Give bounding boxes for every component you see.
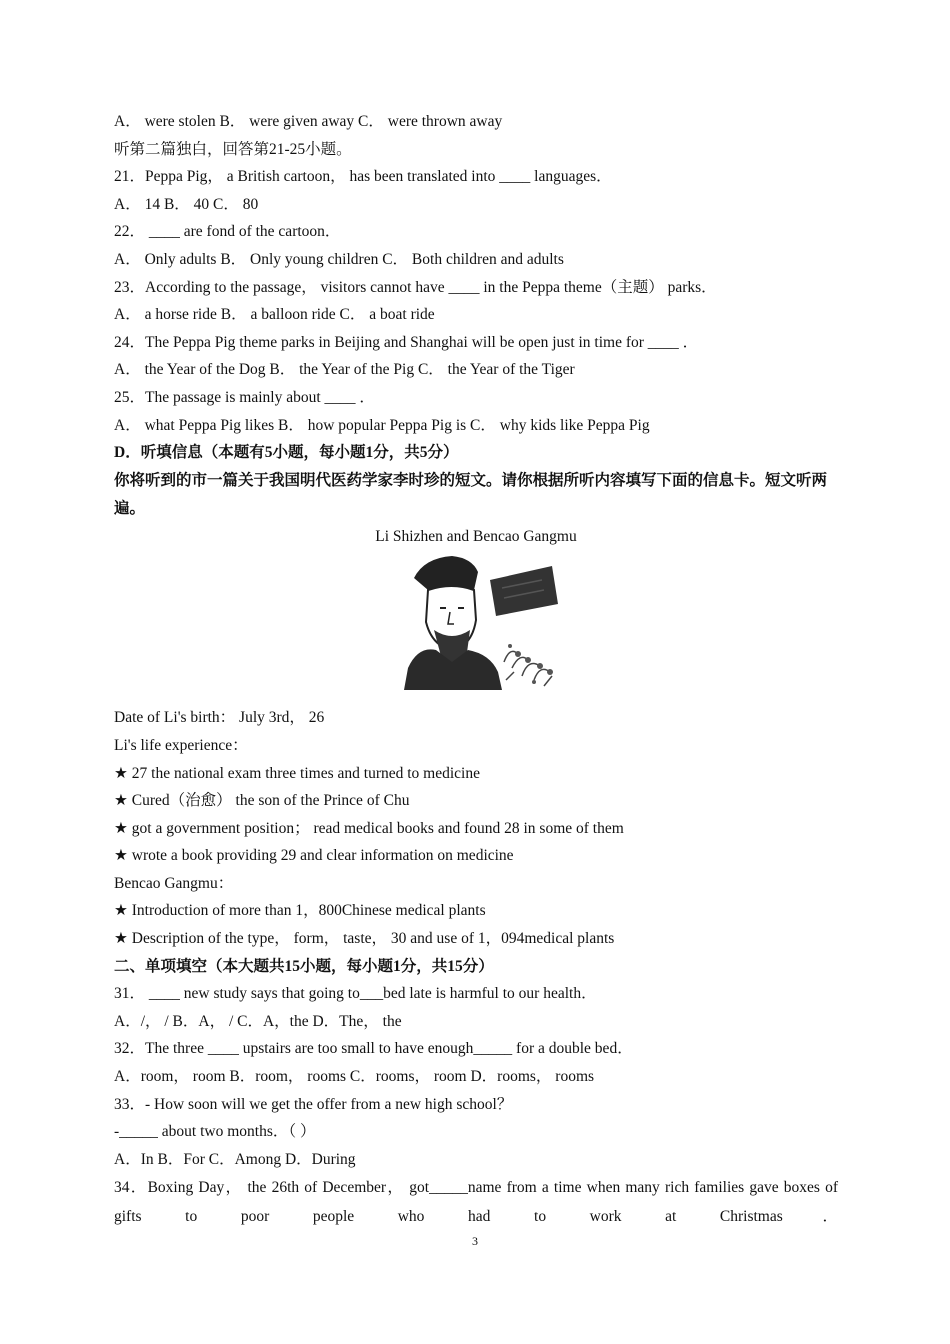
page-number: 3 <box>472 1234 478 1248</box>
question-22: 22． ____ are fond of the cartoon． <box>114 223 341 241</box>
info-item-30: ★ Description of the type， form， taste， 30 and use of 1，094medical plants <box>114 930 615 948</box>
answer-options-22: A． Only adults B． Only young children C． Both children and adults <box>114 250 564 268</box>
question-33: 33．- How soon will we get the offer from a new high school？ <box>114 1095 513 1113</box>
question-23: 23．According to the passage， visitors cannot have ____ in the Peppa theme（主题） parks． <box>114 278 717 296</box>
question-25: 25．The passage is mainly about ____ ． <box>114 388 375 406</box>
question-31: 31． ____ new study says that going to___bed late is harmful to our health． <box>114 985 597 1003</box>
info-item-27: ★ 27 the national exam three times and turned to medicine <box>114 764 480 782</box>
section-d-heading: D．听填信息（本题有5小题，每小题1分，共5分） <box>114 444 459 462</box>
info-item-cured: ★ Cured（治愈） the son of the Prince of Chu <box>114 792 410 810</box>
info-item-28: ★ got a government position； read medical books and found 28 in some of them <box>114 819 624 837</box>
answer-options-25: A． what Peppa Pig likes B． how popular Peppa Pig is C． why kids like Peppa Pig <box>114 416 650 434</box>
answer-options-32: A．room， room B．room， rooms C．rooms， room D．rooms， rooms <box>114 1068 595 1086</box>
answer-options-20: A． were stolen B． were given away C． were thrown away <box>114 113 503 130</box>
section-d-instruction: 你将听到的市一篇关于我国明代医药学家李时珍的短文。请你根据所听内容填写下面的信息卡。短文听两遍。 <box>114 471 828 517</box>
info-item-introduction: ★ Introduction of more than 1，800Chinese medical plants <box>114 902 486 920</box>
answer-options-24: A． the Year of the Dog B． the Year of the Pig C． the Year of the Tiger <box>114 361 575 379</box>
li-shizhen-portrait <box>114 550 838 700</box>
answer-options-23: A． a horse ride B． a balloon ride C． a boat ride <box>114 306 435 324</box>
info-birth-date-text: Date of Li's birth： July 3rd， 26 <box>114 709 325 727</box>
info-life-experience-label: Li's life experience： <box>114 736 248 754</box>
info-item-29: ★ wrote a book providing 29 and clear information on medicine <box>114 847 514 865</box>
passage-title: Li Shizhen and Bencao Gangmu <box>375 527 577 545</box>
question-32: 32．The three ____ upstairs are too small to have enough_____ for a double bed． <box>114 1040 633 1058</box>
answer-options-31: A．/， / B．A， / C．A，the D．The， the <box>114 1012 402 1030</box>
info-birth-date <box>114 704 838 732</box>
portrait-illustration <box>394 550 564 692</box>
answer-options-33: A．In B．For C．Among D．During <box>114 1150 356 1168</box>
question-33-response: -_____ about two months．（ ） <box>114 1123 316 1141</box>
answer-options-21: A． 14 B． 40 C． 80 <box>114 195 259 213</box>
question-34: 34．Boxing Day， the 26th of December， got_____name from a time when many rich families gave boxes of gifts to poor people who had to work at Christmas． <box>114 1179 838 1226</box>
section-two-heading: 二、单项填空（本大题共15小题，每小题1分，共15分） <box>114 957 494 975</box>
question-21: 21．Peppa Pig， a British cartoon， has been translated into ____ languages． <box>114 168 612 186</box>
section-instruction-21-25: 听第二篇独白，回答第21-25小题。 <box>114 140 352 158</box>
info-bencao-label: Bencao Gangmu： <box>114 874 234 892</box>
page-content <box>114 108 838 1231</box>
question-24: 24．The Peppa Pig theme parks in Beijing and Shanghai will be open just in time for ____ ． <box>114 333 699 351</box>
